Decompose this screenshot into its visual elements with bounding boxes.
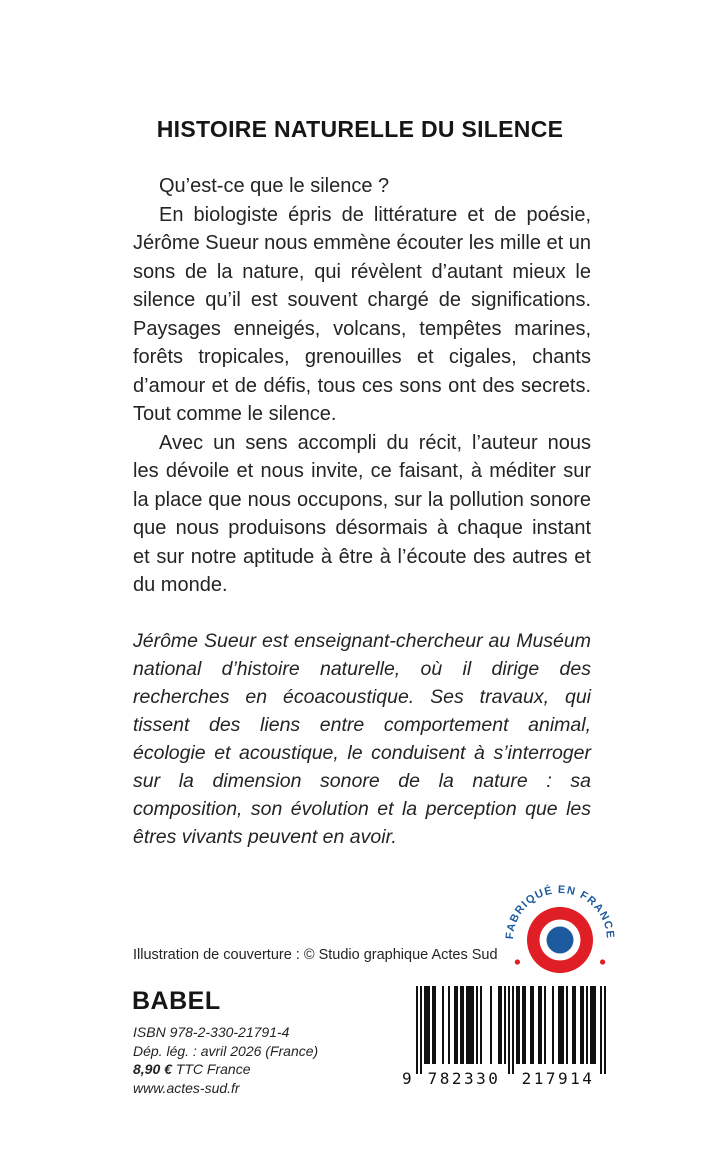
- badge-right-dot: [600, 959, 605, 964]
- badge-center-dot: [547, 927, 574, 954]
- made-in-france-arc-text: FABRIQUÉ EN FRANCE: [503, 883, 617, 940]
- isbn-line: ISBN 978-2-330-21791-4: [133, 1024, 290, 1040]
- back-cover-text: [133, 172, 591, 851]
- cover-illustration-credit: Illustration de couverture : © Studio graphique Actes Sud: [133, 947, 498, 963]
- price-suffix: TTC France: [171, 1061, 251, 1077]
- barcode-digit-left: 9: [402, 1069, 415, 1088]
- price-line: [133, 1060, 318, 1079]
- isbn-block: [133, 1023, 318, 1097]
- ean13-barcode: [400, 986, 606, 1088]
- barcode-digits-group2: 217914: [521, 1069, 595, 1088]
- barcode-bars: [416, 986, 606, 1074]
- synopsis-paragraph: Qu’est-ce que le silence ?: [159, 175, 390, 197]
- synopsis-paragraph: Avec un sens accompli du récit, l’auteur nous les dévoile et nous invite, ce faisant, à méditer sur la place que nous occupons, sur la pollution sonore que nous produisons désormais à chaque instant et sur notre aptitude à être à l’écoute des autres et du monde.: [133, 431, 591, 596]
- publisher-website: www.actes-sud.fr: [133, 1079, 240, 1096]
- barcode-digits-group1: 782330: [427, 1069, 501, 1088]
- book-title: HISTOIRE NATURELLE DU SILENCE: [156, 116, 564, 142]
- made-in-france-badge: [495, 870, 625, 977]
- author-bio: Jérôme Sueur est enseignant-chercheur au Muséum national d’histoire naturelle, où il dirige des recherches en écoacoustique. Ses travaux, qui tissent des liens entre comportement animal, écologie et acoustique, le conduisent à s’interroger sur la dimension sonore de la nature : sa composition, son évolution et la perception que les êtres vivants peuvent en avoir.: [133, 629, 591, 848]
- badge-left-dot: [515, 959, 520, 964]
- synopsis-paragraph: En biologiste épris de littérature et de poésie, Jérôme Sueur nous emmène écouter les mille et un sons de la nature, qui révèlent d’autant mieux le silence qu’il est souvent chargé de significations. Paysages enneigés, volcans, tempêtes marines, forêts tropicales, grenouilles et cigales, chants d’amour et de défis, tous ces sons ont des secrets. Tout comme le silence.: [133, 203, 592, 425]
- synopsis: [133, 172, 591, 600]
- legal-deposit-line: Dép. lég. : avril 2026 (France): [133, 1042, 319, 1059]
- price-value: 8,90 €: [133, 1061, 172, 1077]
- publisher-logo: BABEL: [132, 987, 221, 1015]
